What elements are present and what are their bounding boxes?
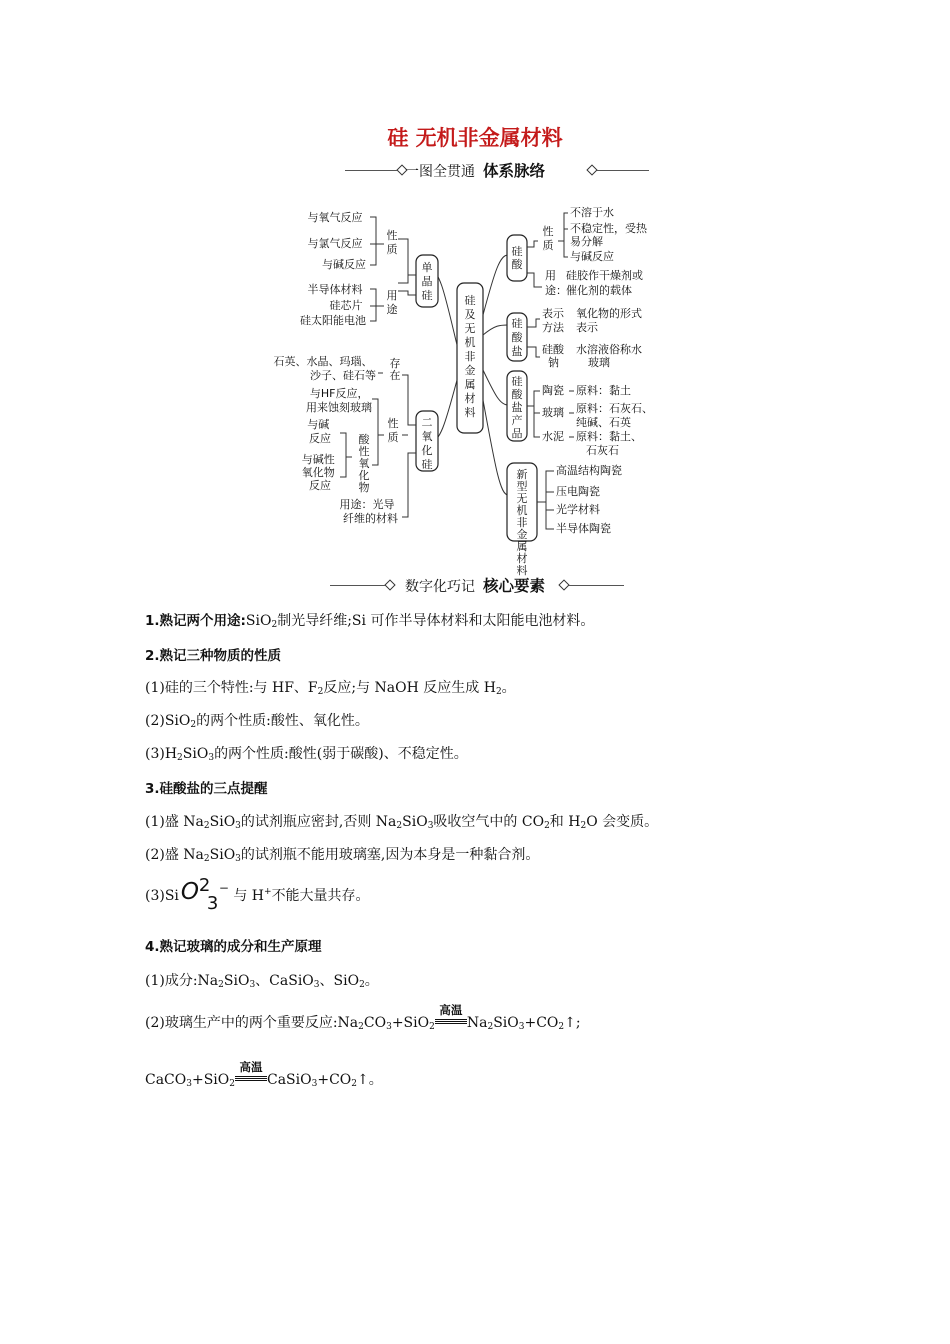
label-existence: 存在	[389, 357, 401, 382]
section-2-item-1: (1)硅的三个特性:与 HF、$F_2$反应;与 NaOH 反应生成 $H_2$。	[145, 680, 516, 697]
section-2-item-3: $(3)H_2SiO_3$的两个性质:酸性(弱于碳酸)、不稳定性。	[145, 746, 468, 763]
section-3-item-3: (3)Si O 2 3 − 与 H+不能大量共存。	[145, 875, 370, 914]
er-existence-value: 石英、水晶、玛瑙、 沙子、硅石等	[273, 355, 376, 382]
mind-map-diagram	[273, 195, 670, 577]
section-3-item-1: (1)盛 $Na_2SiO_3$的试剂瓶应密封,否则 $Na_2SiO_3$吸收空气中的 $CO_2$和 $H_2O$ 会变质。	[145, 814, 659, 831]
banner-core-elements	[0, 575, 950, 597]
node-new-inorganic-materials: 新型无机非金属材料	[516, 468, 528, 577]
section-4-item-1: (1)成分$:Na_2SiO_3$、CaSiO$_3$、SiO$_2$。	[145, 973, 379, 990]
label-uses-gs: 用 途：	[545, 269, 567, 297]
section-3-heading: 3.硅酸盐的三点提醒	[145, 781, 268, 797]
gsy-method-label: 表示 方法	[542, 307, 564, 334]
er-hf-reaction: 与HF反应， 用来蚀刻玻璃	[306, 387, 372, 414]
gsc-glass: 玻璃	[542, 406, 564, 419]
label-properties-er: 性质	[387, 417, 399, 444]
dan-use-list: 半导体材料 硅芯片 硅太阳能电池	[300, 283, 366, 327]
node-silicate-products: 硅酸盐产品	[511, 375, 523, 440]
node-silicon-dioxide: 二氧化硅	[421, 416, 433, 471]
er-uses: 用途：光导 纤维的材料	[339, 498, 398, 525]
gsc-cement: 水泥	[542, 430, 564, 443]
gs-uses-value: 硅胶作干燥剂或 催化剂的载体	[566, 269, 643, 297]
dan-property-list: 与氧气反应 与氯气反应 与碱反应	[307, 211, 366, 271]
silicate-ion-charge: −	[218, 881, 229, 895]
gsc-ceramic-material: 原料：黏土	[576, 384, 631, 397]
banner-system-outline	[0, 160, 950, 182]
gsy-sodium-value: 水溶液俗称水 玻璃	[576, 343, 642, 369]
gsy-sodium-label: 硅酸 钠	[542, 343, 564, 369]
reaction-condition-1: 高温	[435, 1016, 467, 1028]
label-acidic-oxide: 酸性氧化物	[358, 433, 370, 494]
label-properties-dan: 性质	[386, 229, 398, 256]
gsc-ceramic: 陶瓷	[542, 384, 564, 397]
er-base-reaction: 与碱 反应	[307, 418, 331, 445]
section-2-item-2: (2)SiO$_2$的两个性质:酸性、氧化性。	[145, 713, 369, 730]
gsc-cement-material: 原料：黏土、 石灰石	[576, 430, 642, 457]
banner2-bold-text: 核心要素	[482, 577, 545, 595]
node-silicate: 硅酸盐	[511, 317, 523, 358]
silicate-ion-o: O	[180, 879, 200, 905]
center-node: 硅及无机非金属材料	[464, 294, 476, 419]
label-properties-gs: 性质	[542, 225, 554, 252]
banner-light-text: 一图全贯通	[404, 164, 475, 180]
gsc-glass-material: 原料：石灰石、 纯碱、石英	[576, 402, 653, 429]
silicate-ion-three: 3	[206, 893, 219, 914]
node-silicic-acid: 硅酸	[511, 245, 523, 271]
banner-bold-text: 体系脉络	[482, 162, 545, 180]
section-4-item-3: CaCO$_3$+SiO$_2$ 高温 $CaSiO_3+CO_2↑$。	[145, 1060, 383, 1089]
section-4-item-2: (2)玻璃生产中的两个重要反应$:Na_2CO_3+SiO_2$ 高温 $Na_2SiO_3+CO_2↑$;	[145, 1003, 581, 1032]
gsy-method-value: 氧化物的形式 表示	[576, 307, 642, 334]
label-uses-dan: 用途	[386, 289, 398, 316]
banner2-light-text: 数字化巧记	[404, 579, 475, 595]
node-single-crystal-silicon: 单晶硅	[421, 261, 433, 302]
er-basic-oxide-reaction: 与碱性 氧化物 反应	[301, 453, 335, 492]
section-4-heading: 4.熟记玻璃的成分和生产原理	[145, 939, 322, 955]
section-1-line: 1.熟记两个用途:SiO$_2$制光导纤维;Si 可作半导体材料和太阳能电池材料。	[145, 613, 595, 630]
silicate-ion-two: 2	[198, 875, 211, 896]
page-title: 硅 无机非金属材料	[387, 126, 563, 150]
section-3-item-2: (2)盛 $Na_2SiO_3$的试剂瓶不能用玻璃塞,因为本身是一种黏合剂。	[145, 847, 540, 864]
section-2-heading: 2.熟记三种物质的性质	[145, 648, 282, 664]
reaction-condition-2: 高温	[235, 1073, 267, 1085]
xx-material-list: 高温结构陶瓷 压电陶瓷 光学材料 半导体陶瓷	[556, 464, 622, 535]
gs-property-list: 不溶于水 不稳定性，受热 易分解 与碱反应	[570, 206, 647, 263]
